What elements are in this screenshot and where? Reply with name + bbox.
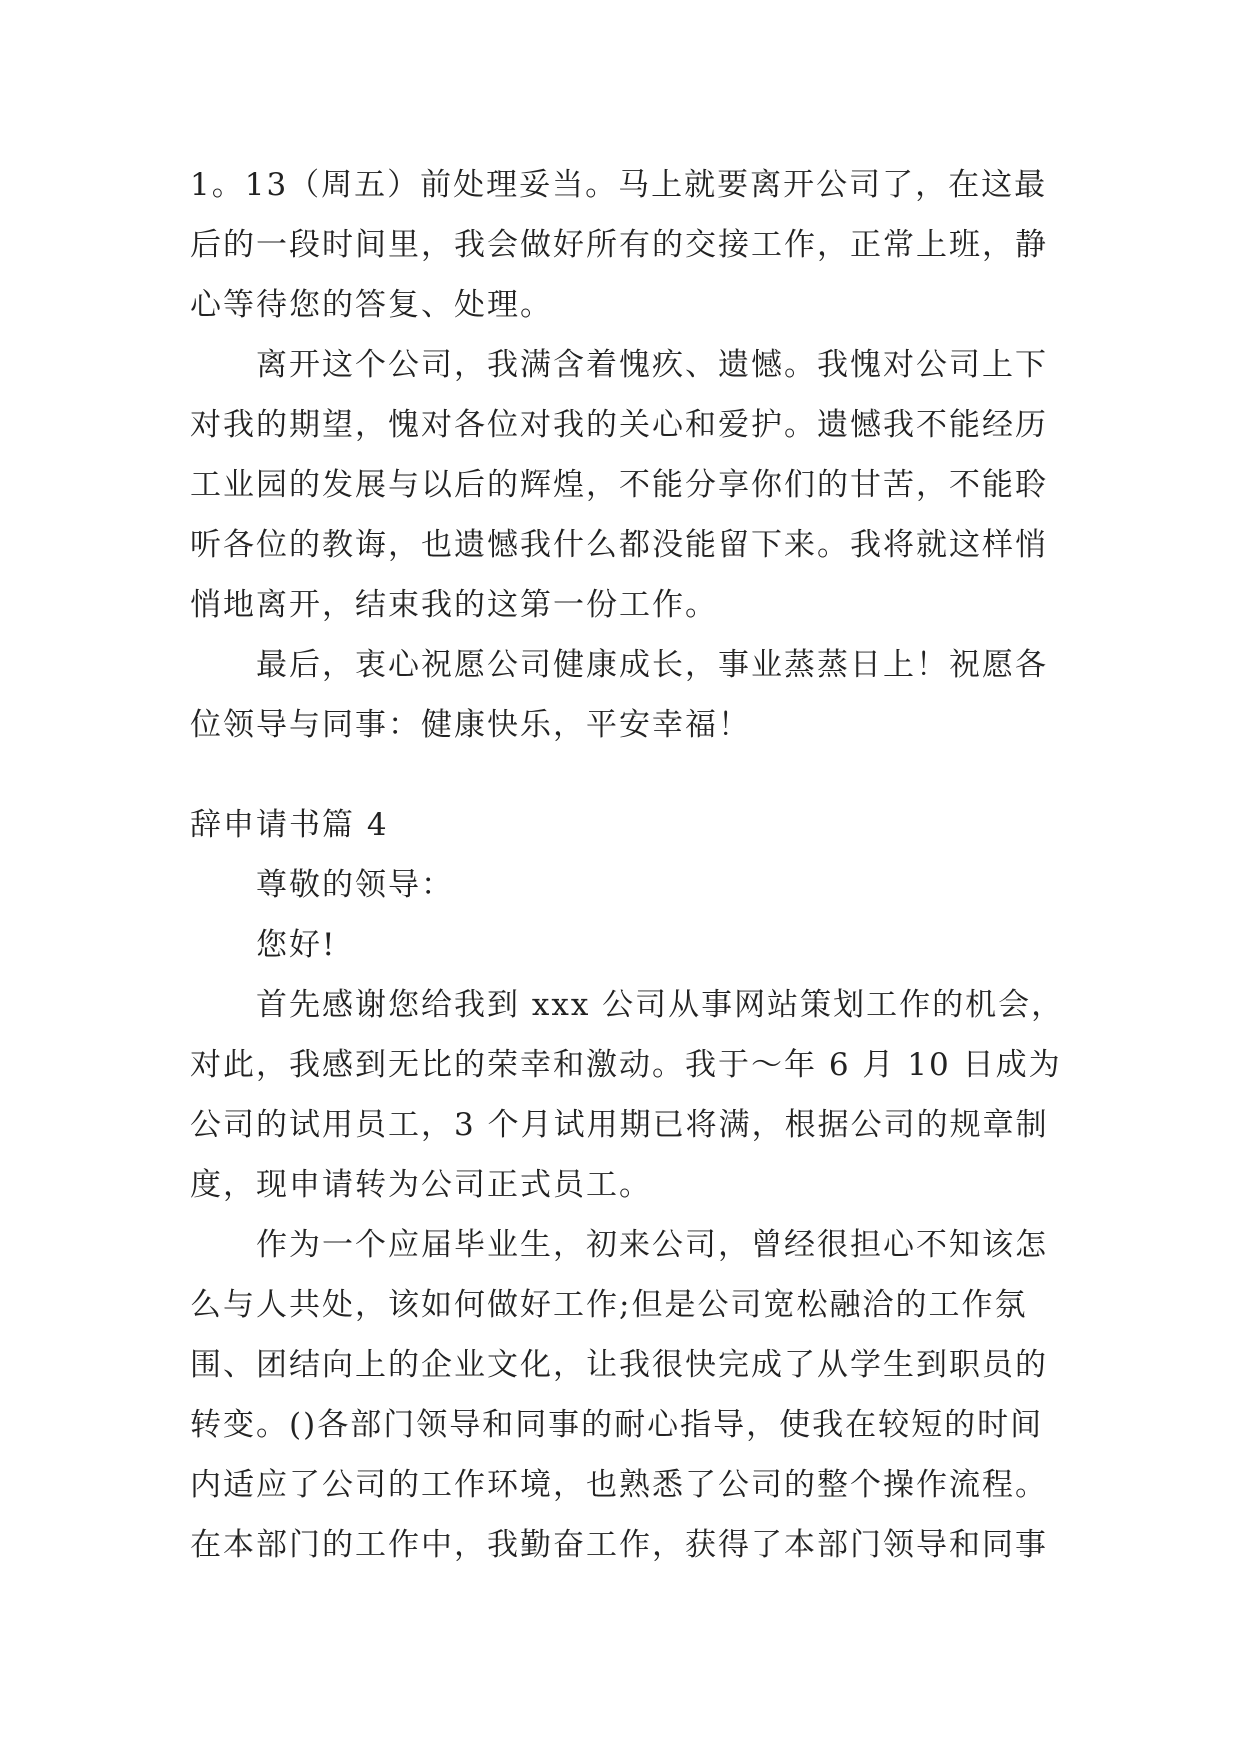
text-line: 工业园的发展与以后的辉煌，不能分享你们的甘苦，不能聆 <box>190 467 1048 503</box>
text-line: 位领导与同事：健康快乐，平安幸福！ <box>190 707 751 743</box>
text-line: 1。13（周五）前处理妥当。马上就要离开公司了，在这最 <box>190 167 1048 203</box>
text-line: 首先感谢您给我到 xxx 公司从事网站策划工作的机会， <box>256 987 1065 1023</box>
text-line: 公司的试用员工，3 个月试用期已将满，根据公司的规章制 <box>190 1107 1049 1143</box>
paragraph-thanks <box>190 975 1065 1215</box>
text-line: 转变。()各部门领导和同事的耐心指导，使我在较短的时间 <box>190 1407 1044 1443</box>
text-line: 听各位的教诲，也遗憾我什么都没能留下来。我将就这样悄 <box>190 527 1048 563</box>
document-body <box>190 155 1065 1575</box>
paragraph-regret <box>190 335 1060 635</box>
text-line: 内适应了公司的工作环境，也熟悉了公司的整个操作流程。 <box>190 1467 1048 1503</box>
text-line: 离开这个公司，我满含着愧疚、遗憾。我愧对公司上下 <box>256 347 1048 383</box>
paragraph-continuation <box>190 155 1060 335</box>
text-line: 心等待您的答复、处理。 <box>190 287 553 323</box>
text-line: 度，现申请转为公司正式员工。 <box>190 1167 652 1203</box>
paragraph-experience <box>190 1215 1060 1575</box>
text-line: 对此，我感到无比的荣幸和激动。我于～年 6 月 10 日成为 <box>190 1047 1062 1083</box>
text-line: 在本部门的工作中，我勤奋工作，获得了本部门领导和同事 <box>190 1527 1048 1563</box>
paragraph-wishes <box>190 635 1060 755</box>
section-heading: 辞申请书篇 4 <box>190 807 389 843</box>
text-line: 悄地离开，结束我的这第一份工作。 <box>190 587 718 623</box>
section-spacer <box>190 755 1060 795</box>
text-line: 对我的期望，愧对各位对我的关心和爱护。遗憾我不能经历 <box>190 407 1048 443</box>
text-line: 作为一个应届毕业生，初来公司，曾经很担心不知该怎 <box>256 1227 1048 1263</box>
text-line: 后的一段时间里，我会做好所有的交接工作，正常上班，静 <box>190 227 1048 263</box>
greeting: 您好! <box>256 927 337 963</box>
text-line: 围、团结向上的企业文化，让我很快完成了从学生到职员的 <box>190 1347 1048 1383</box>
text-line: 最后，衷心祝愿公司健康成长，事业蒸蒸日上！祝愿各 <box>256 647 1048 683</box>
salutation: 尊敬的领导： <box>256 867 454 903</box>
text-line: 么与人共处，该如何做好工作;但是公司宽松融洽的工作氛 <box>190 1287 1028 1323</box>
